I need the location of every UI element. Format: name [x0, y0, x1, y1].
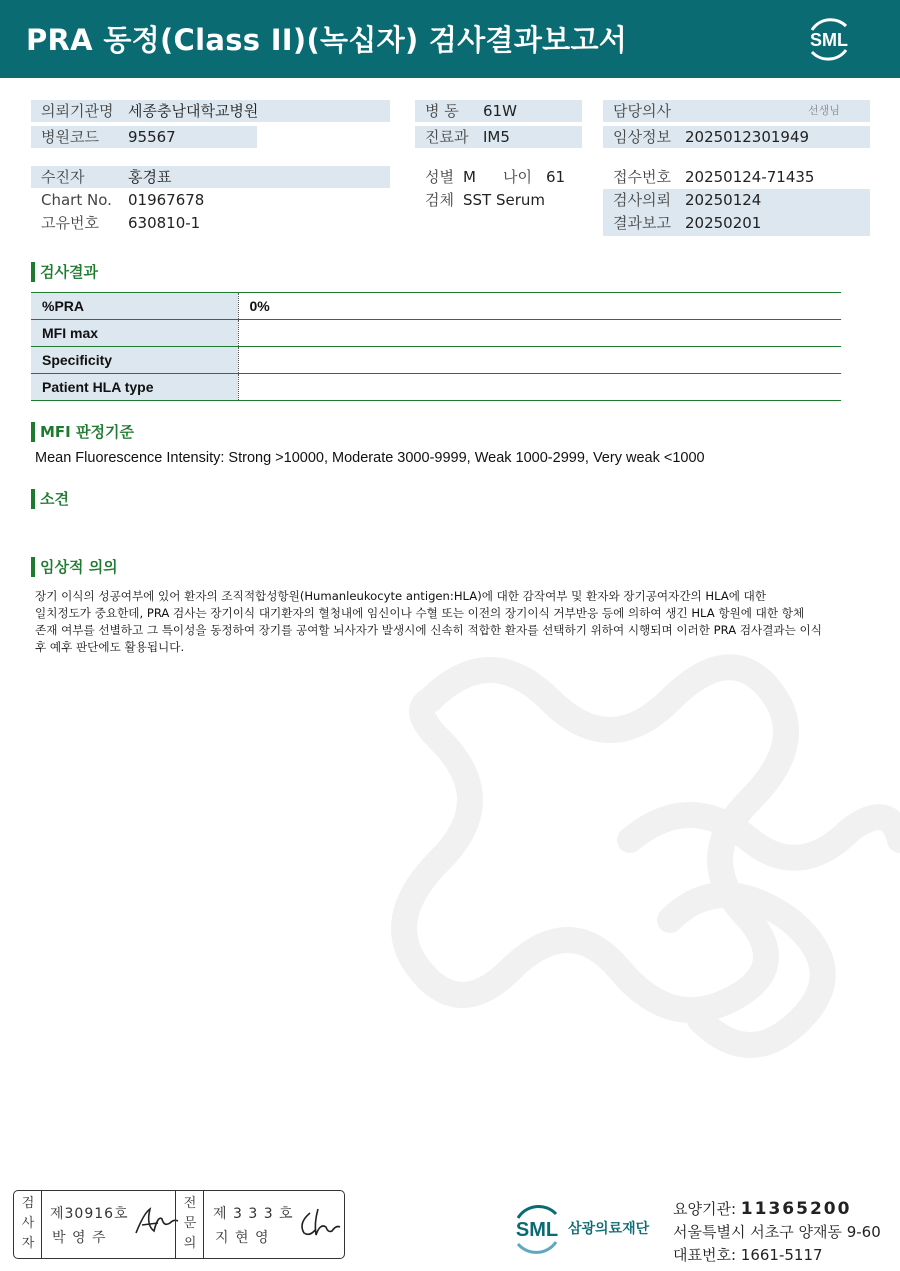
hla-type-value: [238, 374, 841, 401]
specialist-char: 문: [183, 1216, 197, 1231]
chart-label: Chart No.: [41, 191, 112, 209]
results-section-title: 검사결과: [31, 262, 98, 282]
sml-logo: [802, 12, 856, 66]
phone: [673, 1244, 823, 1265]
specialist-name: 지 현 영: [215, 1230, 270, 1246]
chart-value: 01967678: [128, 191, 205, 209]
age-label: 나이: [503, 168, 532, 186]
examiner-char: 자: [21, 1236, 35, 1251]
org-name: 삼광의료재단: [568, 1221, 650, 1237]
request-value: 20250124: [685, 191, 762, 209]
reception-value: 20250124-71435: [685, 168, 815, 186]
clinical-info-value: 2025012301949: [685, 128, 810, 146]
hla-type-label: Patient HLA type: [31, 374, 238, 401]
patient-label: 수진자: [41, 168, 85, 186]
ward-value: 61W: [483, 102, 517, 120]
report-value: 20250201: [685, 214, 762, 232]
age-value: 61: [546, 168, 566, 186]
signature-stamp: [13, 1190, 345, 1259]
patient-field: [31, 166, 390, 188]
clinical-line: 장기 이식의 성공여부에 있어 환자의 조직적합성항원(Humanleukocyte antigen:HLA)에 대한 감작여부 및 환자와 장기공여자간의 HLA에 대한: [35, 589, 767, 603]
specimen-field: [415, 189, 582, 211]
clinical-line: 후 예후 판단에도 활용됩니다.: [35, 640, 185, 654]
table-row: [31, 320, 841, 347]
doctor-label: 담당의사: [613, 102, 671, 120]
sex-age-field: [415, 166, 582, 188]
hospital-code-field: [31, 126, 257, 148]
phone-value: 1661-5117: [740, 1246, 823, 1264]
sml-footer-logo: [508, 1200, 566, 1258]
institution-code-value: 11365200: [740, 1199, 852, 1219]
dept-field: [415, 126, 582, 148]
patient-value: 홍경표: [128, 168, 172, 186]
dept-label: 진료과: [425, 128, 469, 146]
sml-logo-text: SML: [810, 30, 848, 50]
mfi-criteria-text: Mean Fluorescence Intensity: Strong >10000, Moderate 3000-9999, Weak 1000-2999, Very weak <1000: [35, 450, 705, 466]
table-row: [31, 374, 841, 401]
sml-footer-logo-text: SML: [515, 1219, 559, 1241]
uid-field: [31, 212, 390, 234]
specialist-signature: [296, 1205, 342, 1239]
specimen-value: SST Serum: [463, 191, 546, 209]
examiner-signature: [132, 1205, 180, 1239]
dept-value: IM5: [483, 128, 510, 146]
institution-code-label: 요양기관:: [673, 1200, 741, 1218]
mfi-section-title: MFI 판정기준: [31, 422, 134, 442]
pra-value: 0%: [238, 293, 841, 320]
institution-value: 세종충남대학교병원: [128, 102, 259, 120]
specialist-number: 제 3 3 3 호: [213, 1206, 294, 1222]
clinical-line: 존재 여부를 선별하고 그 특이성을 동정하여 장기를 공여할 뇌사자가 발생시에 신속히 적합한 환자를 선택하기 위하여 시행되며 이러한 PRA 검사결과는 이식: [35, 623, 822, 637]
table-row: [31, 293, 841, 320]
specimen-label: 검체: [425, 191, 454, 209]
pra-label: %PRA: [31, 293, 238, 320]
clinical-info-field: [603, 126, 870, 148]
sex-label: 성별: [425, 168, 454, 186]
mfi-max-label: MFI max: [31, 320, 238, 347]
institution-code: [673, 1198, 851, 1219]
clinical-info-label: 임상정보: [613, 128, 671, 146]
examiner-name: 박 영 주: [52, 1230, 107, 1246]
examiner-vertical-label: [16, 1191, 40, 1258]
reception-field: [603, 166, 870, 188]
uid-label: 고유번호: [41, 214, 99, 232]
dates-field: [603, 189, 870, 236]
hospital-code-value: 95567: [128, 128, 176, 146]
mfi-max-value: [238, 320, 841, 347]
specialist-char: 의: [183, 1236, 197, 1251]
report-header: [0, 0, 900, 78]
opinion-section-title: 소견: [31, 489, 69, 509]
sex-value: M: [463, 168, 476, 186]
doctor-suffix: 선생님: [808, 104, 840, 117]
request-label: 검사의뢰: [613, 191, 671, 209]
hospital-code-label: 병원코드: [41, 128, 99, 146]
examiner-char: 검: [21, 1196, 35, 1211]
examiner-number: 제30916호: [50, 1206, 129, 1222]
specificity-label: Specificity: [31, 347, 238, 374]
ward-label: 병 동: [425, 102, 459, 120]
cross-watermark: [370, 540, 900, 1100]
specialist-char: 전: [183, 1196, 197, 1211]
examiner-char: 사: [21, 1216, 35, 1231]
clinical-meaning-title: 임상적 의의: [31, 557, 118, 577]
address: 서울특별시 서초구 양재동 9-60: [673, 1223, 881, 1241]
table-row: [31, 347, 841, 374]
doctor-field: [603, 100, 870, 122]
specificity-value: [238, 347, 841, 374]
clinical-line: 일치정도가 중요한데, PRA 검사는 장기이식 대기환자의 혈청내에 임신이나 수혈 또는 이전의 장기이식 거부반응 등에 의하여 생긴 HLA 항원에 대한 항체: [35, 606, 805, 620]
phone-label: 대표번호:: [673, 1246, 741, 1264]
specialist-vertical-label: [178, 1191, 202, 1258]
ward-field: [415, 100, 582, 122]
results-table: [31, 292, 841, 401]
institution-label: 의뢰기관명: [41, 102, 114, 120]
report-title: PRA 동정(Class II)(녹십자) 검사결과보고서: [26, 23, 628, 57]
uid-value: 630810-1: [128, 214, 201, 232]
reception-label: 접수번호: [613, 168, 671, 186]
chart-field: [31, 189, 390, 211]
institution-field: [31, 100, 390, 122]
report-label: 결과보고: [613, 214, 671, 232]
